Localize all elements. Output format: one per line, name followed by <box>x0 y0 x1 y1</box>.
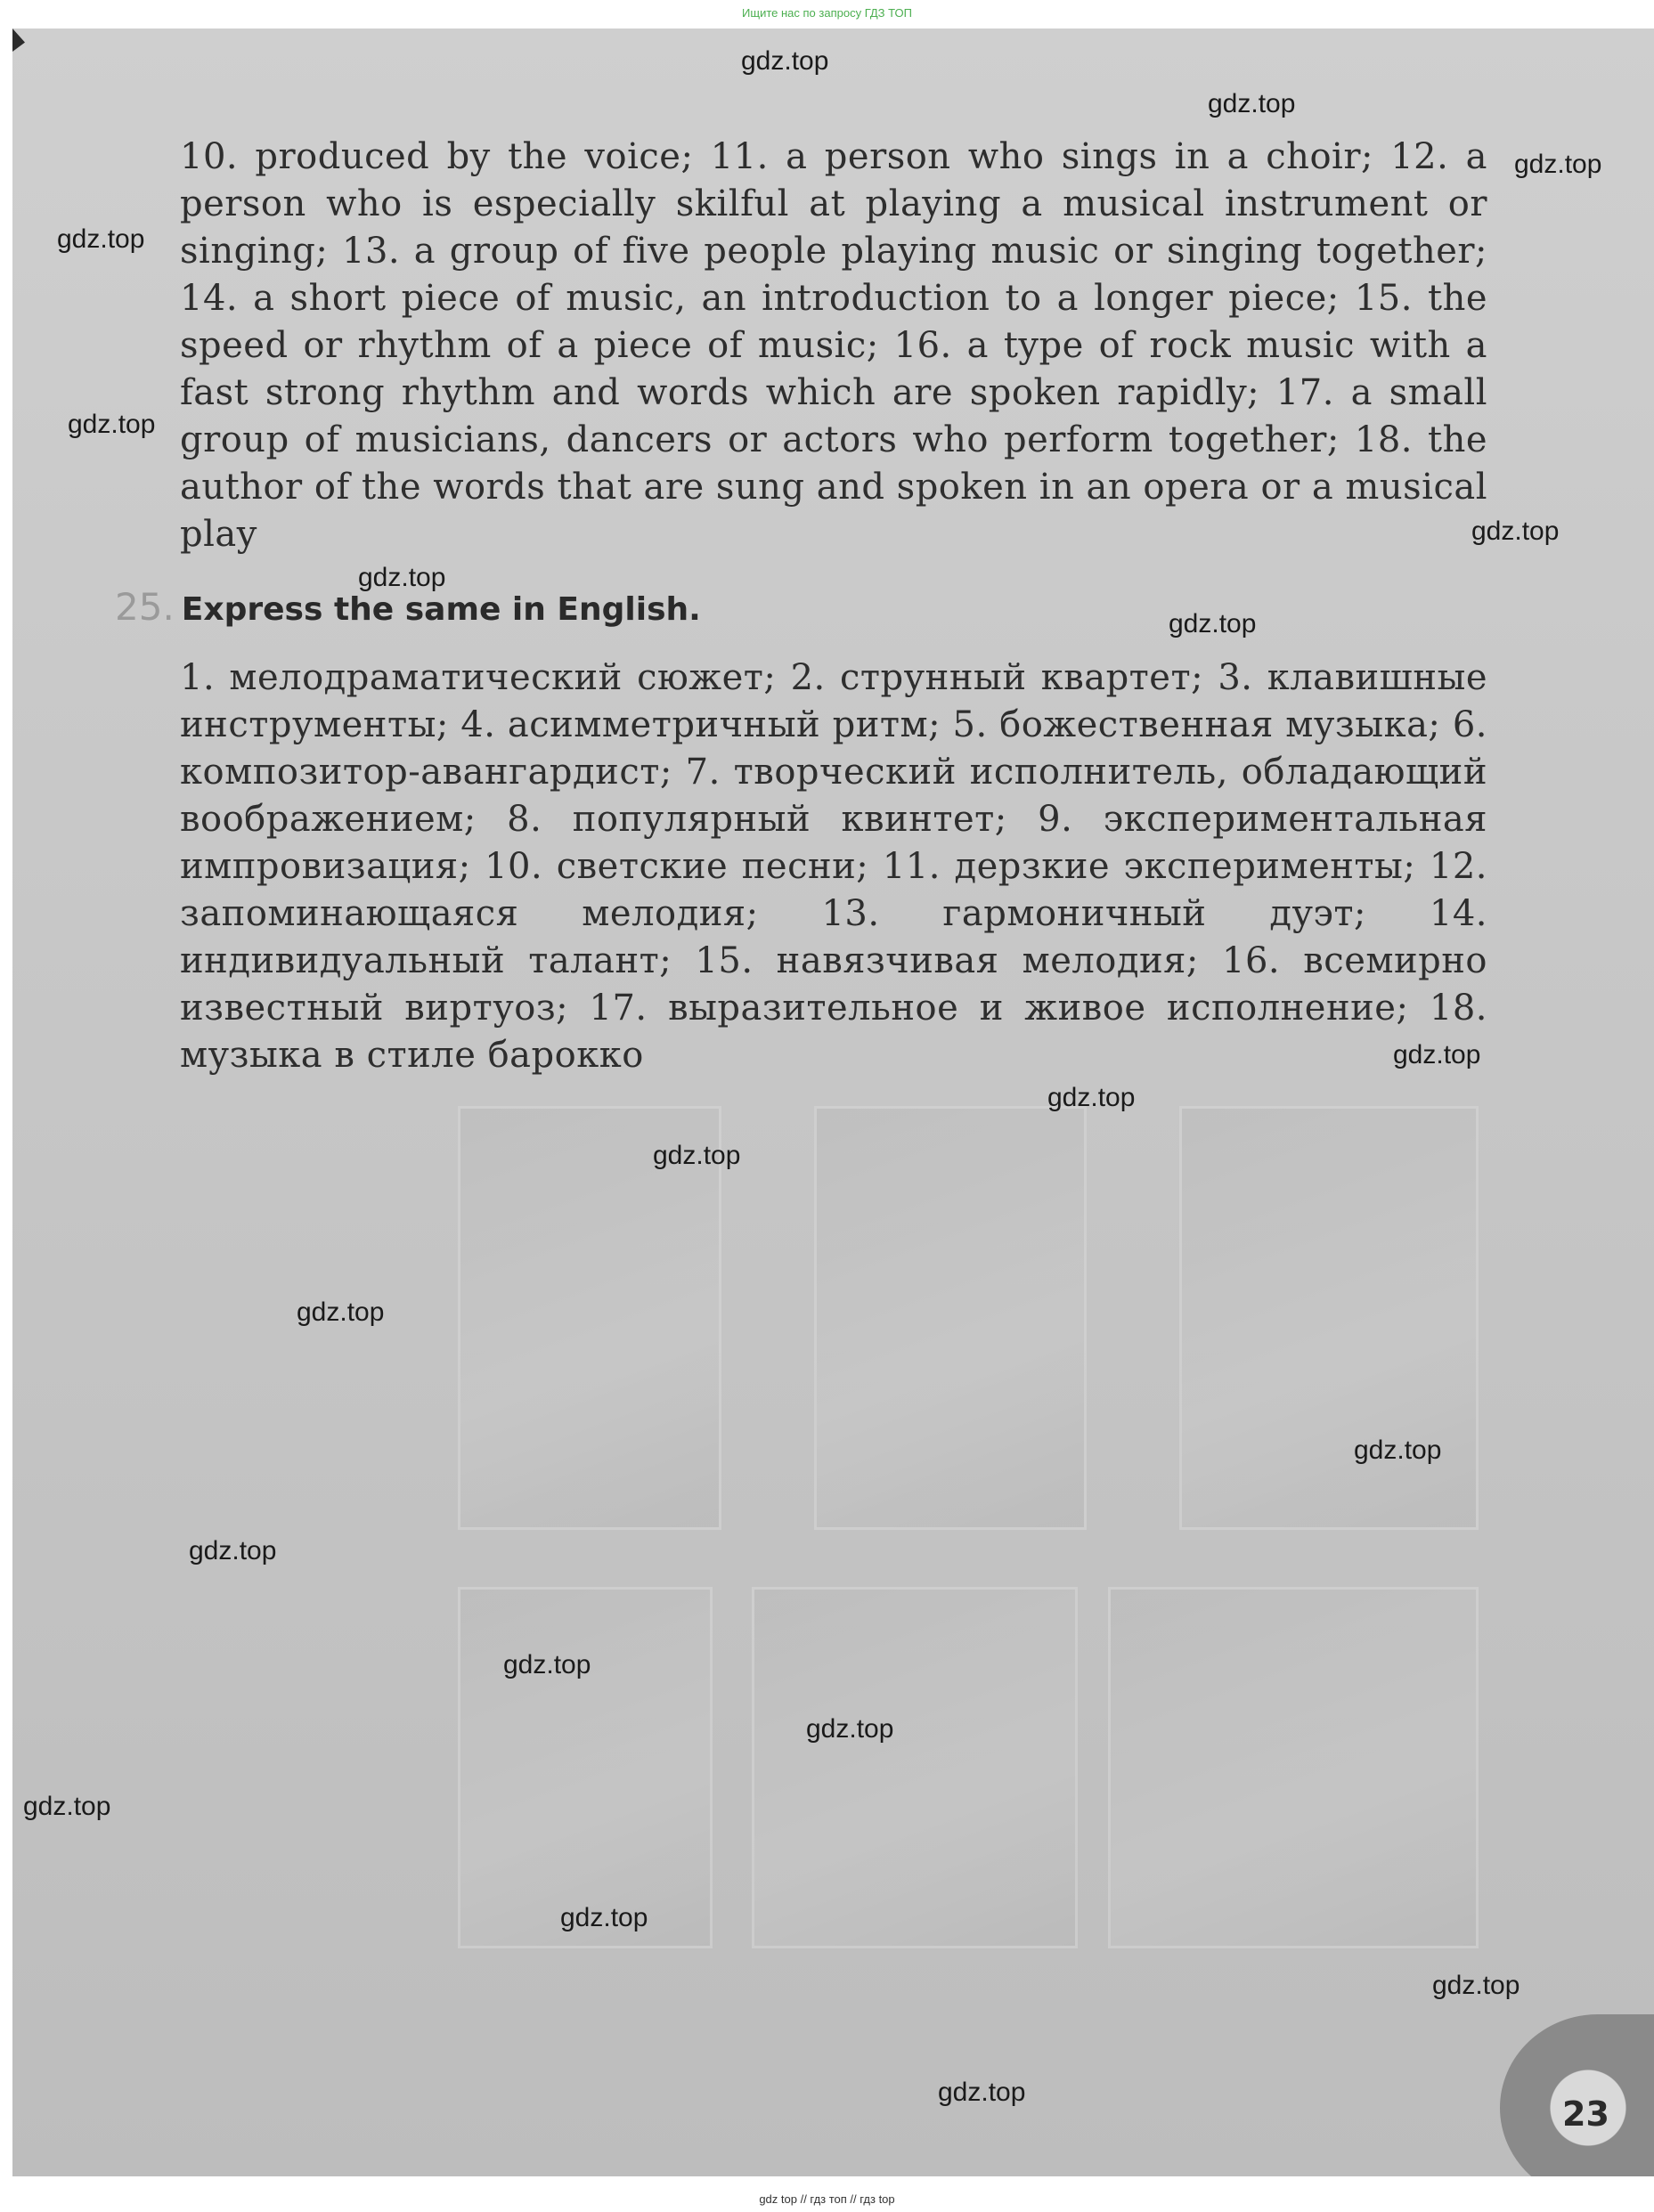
watermark: gdz.top <box>560 1903 648 1932</box>
watermark: gdz.top <box>189 1536 277 1565</box>
watermark: gdz.top <box>1432 1971 1520 2000</box>
exercise-instruction: Express the same in English. <box>181 591 701 628</box>
illustration-panel <box>1108 1587 1479 1948</box>
russian-phrases-paragraph: 1. мелодраматический сюжет; 2. струнный квартет; 3. клавишные инструменты; 4. асимметричный ритм; 5. божественная музыка; 6. композитор-авангардист; 7. творческий исполнитель, обладающий воображением; 8. популярный квинтет; 9. экспериментальная импровизация; 10. светские песни; 11. дерзкие эксперименты; 12. запоминающаяся мелодия; 13. гармоничный дуэт; 14. индивидуальный талант; 15. навязчивая мелодия; 16. всемирно известный виртуоз; 17. выразительное и живое исполнение; 18. музыка в стиле барокко <box>180 657 1487 1076</box>
illustration-panel <box>752 1587 1078 1948</box>
watermark: gdz.top <box>297 1297 385 1327</box>
bottom-banner: gdz top // гдз топ // гдз top <box>759 2192 895 2206</box>
watermark: gdz.top <box>503 1650 591 1679</box>
page-number: 23 <box>1562 2094 1609 2134</box>
watermark: gdz.top <box>741 46 829 76</box>
top-banner: Ищите нас по запросу ГДЗ ТОП <box>742 6 912 20</box>
watermark: gdz.top <box>1471 516 1560 546</box>
illustration-panel <box>458 1587 713 1948</box>
watermark: gdz.top <box>1354 1435 1442 1465</box>
faded-illustration <box>458 1106 1482 1961</box>
illustration-panel <box>1179 1106 1479 1530</box>
watermark: gdz.top <box>68 410 156 439</box>
watermark: gdz.top <box>57 224 145 254</box>
watermark: gdz.top <box>358 563 446 592</box>
illustration-panel <box>814 1106 1087 1530</box>
watermark: gdz.top <box>806 1714 894 1744</box>
definitions-paragraph: 10. produced by the voice; 11. a person who sings in a choir; 12. a person who is especially skilful at playing a musical instrument or singing; 13. a group of five people playing music or singing together; 14. a short piece of music, an introduction to a longer piece; 15. the speed or rhythm of a piece of music; 16. a type of rock music with a fast strong rhythm and words which are spoken rapidly; 17. a small group of musicians, dancers or actors who perform together; 18. the author of the words that are sung and spoken in an opera or a musical play <box>180 136 1487 555</box>
exercise-number: 25. <box>115 585 175 629</box>
watermark: gdz.top <box>653 1141 741 1170</box>
watermark: gdz.top <box>1169 609 1257 638</box>
watermark: gdz.top <box>23 1792 111 1821</box>
watermark: gdz.top <box>1393 1040 1481 1069</box>
watermark: gdz.top <box>1514 150 1602 179</box>
watermark: gdz.top <box>1047 1083 1136 1112</box>
watermark: gdz.top <box>938 2078 1026 2107</box>
watermark: gdz.top <box>1208 89 1296 118</box>
textbook-page <box>12 28 1654 2176</box>
